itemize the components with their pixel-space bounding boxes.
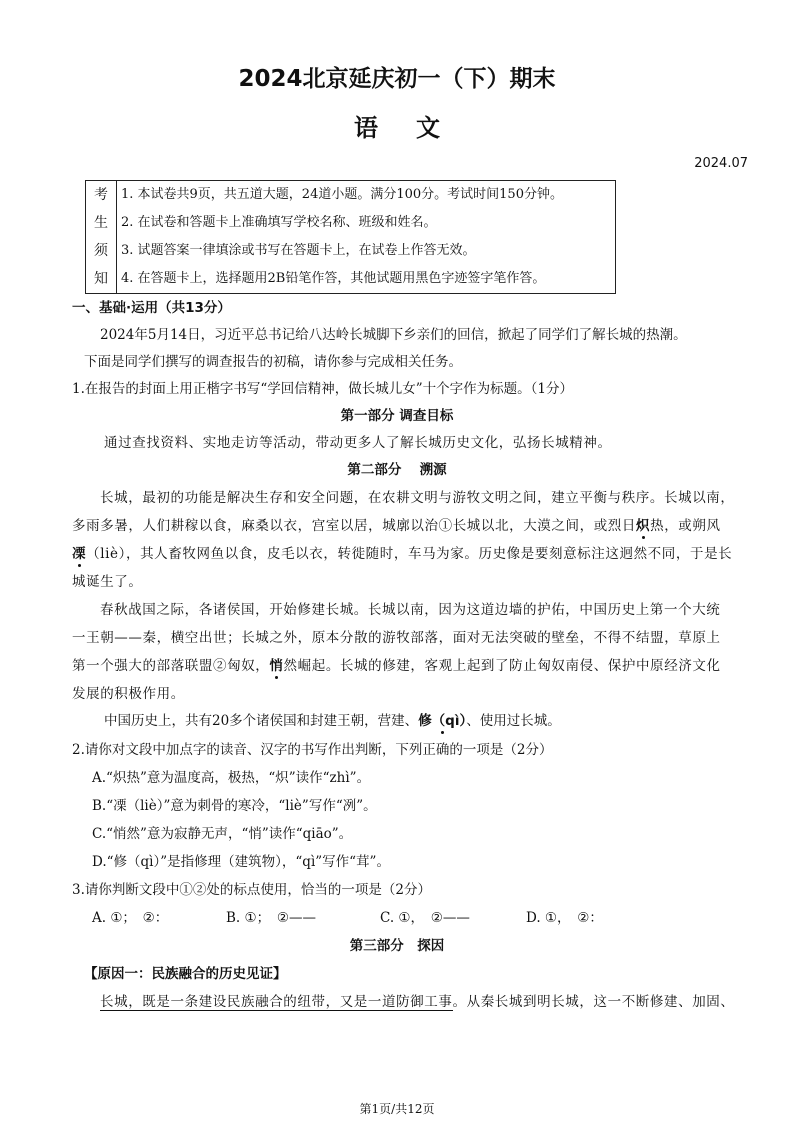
passage-line [72,517,732,535]
passage-text: 、使用过长城。 [466,713,561,729]
notice-item: 4. 在答题卡上，选择题用2B铅笔作答，其他试题用黑色字迹签字笔作答。 [121,271,546,286]
passage-line [72,712,764,730]
passage-text: 中国历史上，共有20多个诸侯国和封建王朝，营建、 [104,713,419,729]
passage-line [100,993,735,1011]
option-a: A. ①； ②： [92,910,169,926]
part-heading: 第二部分 溯源 [347,462,447,478]
question-2: 2.请你对文段中加点字的读音、汉字的书写作出判断，下列正确的一项是（2分） [72,742,553,758]
option-d: D.“修（qì）”是指修理（建筑物），“qì”写作“茸”。 [92,854,390,870]
passage-text: 第一个强大的部落联盟②匈奴， [72,658,270,674]
option-b: B.“凓（liè）”意为刺骨的寒冷，“liè”写作“冽”。 [92,798,377,814]
notice-side-char: 考 [94,187,108,203]
q3-options [72,909,752,927]
section-heading: 一、基础·运用（共13分） [72,300,231,316]
dotted-character: 悄 [269,658,284,674]
passage-line: 发展的积极作用。 [72,686,185,702]
passage-text: （liè），其人畜牧网鱼以食，皮毛以衣，转徙随时，车马为家。历史像是要刻意标注这迥然不同，于是长 [86,546,733,562]
dotted-character: 炽 [636,518,651,534]
passage-line: 城诞生了。 [72,574,143,590]
passage-line [72,545,732,563]
subject-title: 语文 [354,114,478,142]
part-heading: 第一部分 调查目标 [340,408,454,424]
passage-line: 长城，最初的功能是解决生存和安全问题，在农耕文明与游牧文明之间，建立平衡与秩序。长城以南， [100,490,735,506]
passage-line [72,657,732,675]
candidate-notice-table [85,180,616,294]
question-1: 1.在报告的封面上用正楷字书写“学回信精神，做长城儿女”十个字作为标题。（1分） [72,381,574,397]
passage-text: 然崛起。长城的修建，客观上起到了防止匈奴南侵、保护中原经济文化 [283,658,721,674]
part-heading: 第三部分 探因 [349,938,445,954]
exam-date: 2024.07 [694,156,748,171]
reason-heading: 【原因一：民族融合的历史见证】 [84,966,287,982]
passage-text: 热，或朔风 [650,518,721,534]
option-b: B. ①； ②—— [226,910,316,926]
question-3: 3.请你判断文段中①②处的标点使用，恰当的一项是（2分） [72,882,431,898]
passage-line: 春秋战国之际，各诸侯国，开始修建长城。长城以南，因为这道边墙的护佑，中国历史上第一个大统 [100,602,721,618]
dotted-character: 修（qì） [418,713,467,729]
notice-side-char: 知 [94,271,108,287]
intro-paragraph: 下面是同学们撰写的调查报告的初稿，请你参与完成相关任务。 [84,354,462,370]
notice-side-label [86,181,117,294]
underlined-sentence: 长城，既是一条建设民族融合的纽带，又是一道防御工事 [100,994,453,1010]
part-text: 通过查找资料、实地走访等活动，带动更多人了解长城历史文化，弘扬长城精神。 [104,435,612,451]
passage-text: 多雨多暑，人们耕稼以食，麻桑以衣，宫室以居，城廓以治①长城以北，大漠之间，或烈日 [72,518,636,534]
dotted-character: 凓 [72,546,87,562]
exam-title: 2024北京延庆初一（下）期末 [238,66,556,92]
notice-item: 2. 在试卷和答题卡上准确填写学校名称、班级和姓名。 [121,215,437,230]
passage-text: 。从秦长城到明长城，这一不断修建、加固、 [452,994,735,1010]
option-a: A.“炽热”意为温度高，极热，“炽”读作“zhì”。 [92,770,371,786]
page-number: 第1页/共12页 [359,1102,435,1116]
option-d: D. ①， ②： [526,910,603,926]
option-c: C.“悄然”意为寂静无声，“悄”读作“qiāo”。 [92,826,353,842]
option-c: C. ①， ②—— [380,910,470,926]
passage-line: 一王朝——秦，横空出世；长城之外，原本分散的游牧部落，面对无法突破的壁垒，不得不结盟，草原上 [72,630,721,646]
notice-item: 1. 本试卷共9页，共五道大题，24道小题。满分100分。考试时间150分钟。 [121,187,563,202]
notice-items [117,181,616,294]
intro-paragraph: 2024年5月14日，习近平总书记给八达岭长城脚下乡亲们的回信，掀起了同学们了解长城的热潮。 [100,327,687,343]
notice-side-char: 生 [94,215,108,231]
notice-item: 3. 试题答案一律填涂或书写在答题卡上，在试卷上作答无效。 [121,243,476,258]
notice-side-char: 须 [94,243,108,259]
